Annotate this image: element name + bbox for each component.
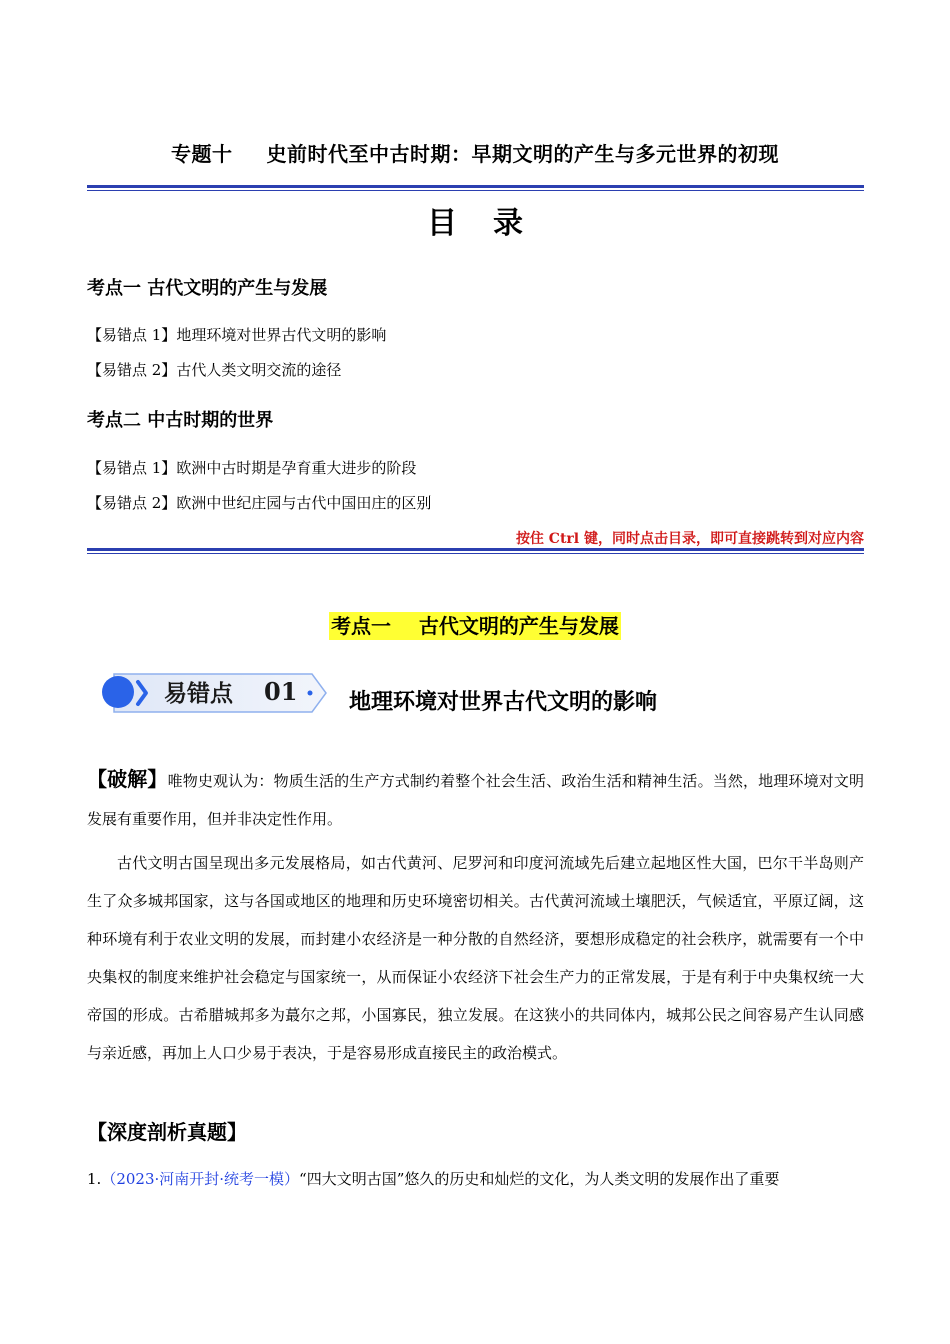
toc-section-2[interactable]: 考点二 中古时期的世界 [87,410,274,431]
question-1: 1.（2023·河南开封·统考一模）“四大文明古国”悠久的历史和灿烂的文化，为人类文明的发展作出了重要 [87,1170,780,1188]
analysis-paragraph-2: 古代文明古国呈现出多元发展格局，如古代黄河、尼罗河和印度河流域先后建立起地区性大国，巴尔干半岛则产生了众多城邦国家，这与各国或地区的地理和历史环境密切相关。古代黄河流域土壤肥沃，气候适宜，平原辽阔，这种环境有利于农业文明的发展，而封建小农经济是一种分散的自然经济，要想形成稳定的社会秩序，就需要有一个中央集权的制度来维护社会稳定与国家统一，从而保证小农经济下社会生产力的正常发展，于是有利于中央集权统一大帝国的形成。古希腊城邦多为蕞尔之邦，小国寡民，独立发展。在这狭小的共同体内，城邦公民之间容易产生认同感与亲近感，再加上人口少易于表决，于是容易形成直接民主的政治模式。 [87,854,864,1062]
svg-text:易错点: 易错点 [164,681,233,707]
toc-link-1-2[interactable]: 【易错点 2】古代人类文明交流的途径 [87,361,342,379]
header-divider [87,185,864,191]
error-point-badge [100,670,330,716]
toc-link-2-2[interactable]: 【易错点 2】欧洲中世纪庄园与古代中国田庄的区别 [87,494,432,512]
question-source: （2023·河南开封·统考一模） [101,1170,300,1188]
page-title [0,138,950,167]
topic-title: 史前时代至中古时期：早期文明的产生与多元世界的初现 [266,142,779,166]
toc-section-1[interactable]: 考点一 古代文明的产生与发展 [87,278,328,299]
toc-hint: 按住 Ctrl 键，同时点击目录，即可直接跳转到对应内容 [515,531,864,547]
toc-link-2-1[interactable]: 【易错点 1】欧洲中古时期是孕育重大进步的阶段 [87,459,417,477]
topic-number: 专题十 [171,142,233,166]
deep-analysis-heading: 【深度剖析真题】 [87,1120,247,1144]
toc-divider [87,548,864,554]
toc-heading: 目 录 [427,206,523,241]
error-point-title: 地理环境对世界古代文明的影响 [349,690,658,715]
section-banner: 考点一 古代文明的产生与发展 [331,614,619,638]
analysis-paragraph-1: 【破解】唯物史观认为：物质生活的生产方式制约着整个社会生活、政治生活和精神生活。当然，地理环境对文明发展有重要作用，但并非决定性作用。 [87,767,864,828]
badge-dot-icon [102,676,134,708]
svg-text:01: 01 [264,677,298,706]
toc-link-1-1[interactable]: 【易错点 1】地理环境对世界古代文明的影响 [87,326,387,344]
